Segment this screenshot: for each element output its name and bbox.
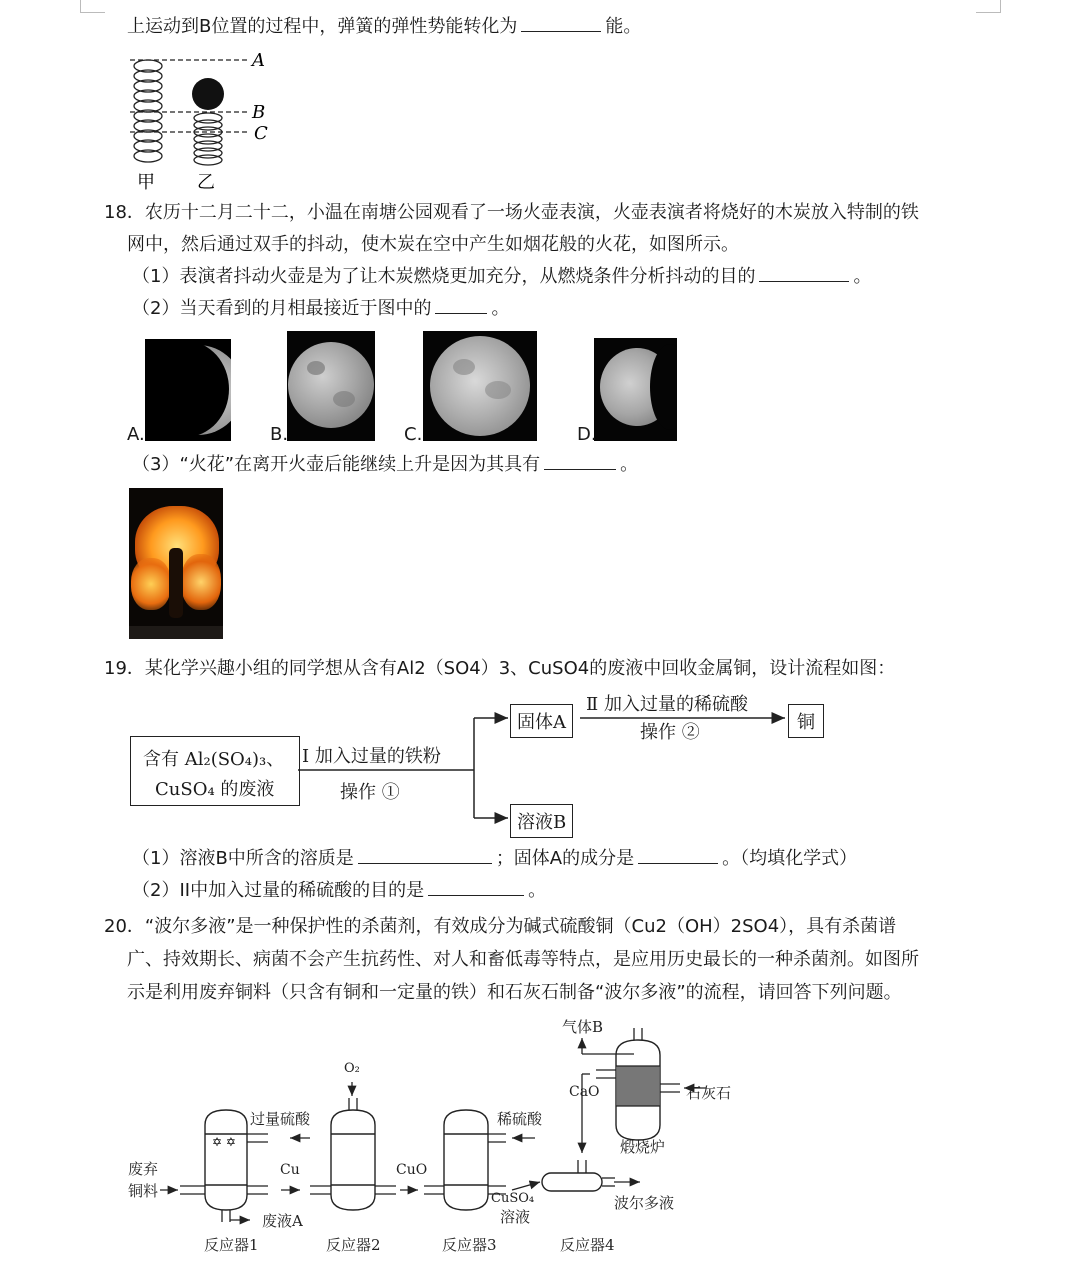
stir-icon: ✡ ✡ [212,1135,236,1149]
q19-sub1-text: （1）溶液B中所含的溶质是 [132,848,354,869]
label-dilute-acid: 稀硫酸 [497,1110,543,1128]
furnace-fill [617,1066,659,1106]
arrow-cuso4 [512,1182,540,1190]
label-cao: CaO [569,1084,600,1100]
q19-sub1-end: 。（均填化学式） [722,848,858,869]
label-yi: 乙 [197,172,215,193]
reactor1-vessel [205,1110,247,1210]
flow-step2-label: Ⅱ 加入过量的稀硫酸 [586,694,748,715]
label-reactor3: 反应器3 [442,1236,497,1254]
flow-start-line1: 含有 Al₂(SO₄)₃、 [143,749,285,770]
q18-sub3-end: 。 [620,454,639,475]
q18-sub2-text: （2）当天看到的月相最接近于图中的 [132,298,432,319]
q18-sub2-end: 。 [491,298,510,319]
q18-sub3-text: （3）“火花”在离开火壶后能继续上升是因为其具有 [132,454,541,475]
q17-end: 能。 [605,16,642,37]
label-b: B [252,102,266,123]
q20-line3: 示是利用废弃铜料（只含有铜和一定量的铁）和石灰石制备“波尔多液”的流程，请回答下列问题。 [127,982,902,1003]
flow-op1-label: 操作 ① [340,782,400,803]
label-cuso4-2: 溶液 [500,1208,531,1226]
q17-text: 上运动到B位置的过程中，弹簧的弹性势能转化为 [127,16,518,37]
label-c: C [254,123,268,144]
flow-solution-b-box: 溶液B [510,804,573,838]
q19-sub1-blank1[interactable] [358,849,492,864]
label-reactor4: 反应器4 [560,1236,615,1254]
label-furnace: 煅烧炉 [620,1138,666,1156]
label-jia: 甲 [137,172,155,193]
label-limestone: 石灰石 [686,1084,732,1102]
label-o2: O₂ [344,1061,360,1076]
q18-sub1-text: （1）表演者抖动火壶是为了让木炭燃烧更加充分，从燃烧条件分析抖动的目的 [132,266,756,287]
reactor2-vessel [331,1110,375,1210]
q19-sub1 [132,848,857,870]
label-excess-acid: 过量硫酸 [250,1110,311,1128]
q18-sub1-end: 。 [853,266,872,287]
reactor3-vessel [444,1110,488,1210]
label-cuo: CuO [396,1162,428,1178]
bordeaux-process-diagram [0,1010,1080,1270]
label-waste-a: 废液A [262,1212,303,1230]
label-bordeaux: 波尔多液 [614,1194,675,1212]
label-gas-b: 气体B [562,1018,604,1036]
flow-op2-label: 操作 ② [640,722,700,743]
q19-sub2 [132,880,546,902]
q18-line2: 网中，然后通过双手的抖动，使木炭在空中产生如烟花般的火花，如图所示。 [127,234,739,255]
q19-sub1-mid: ；固体A的成分是 [495,848,635,869]
q19-sub2-blank[interactable] [428,881,524,896]
flow-solid-a-box: 固体A [510,704,573,738]
q20-line2: 广、持效期长、病菌不会产生抗药性、对人和畜低毒等特点，是应用历史最长的一种杀菌剂。如图所 [127,949,919,970]
label-reactor1: 反应器1 [204,1236,259,1254]
q19-sub2-end: 。 [528,880,547,901]
label-reactor2: 反应器2 [326,1236,381,1254]
q20-line1: 20．“波尔多液”是一种保护性的杀菌剂，有效成分为碱式硫酸铜（Cu2（OH）2SO4），具有杀菌谱 [104,916,897,937]
option-a-label: A. [127,424,145,445]
option-d-label: D. [577,424,597,445]
label-a: A [252,50,265,71]
q19-sub2-text: （2）II中加入过量的稀硫酸的目的是 [132,880,425,901]
q18-line1: 18．农历十二月二十二，小温在南塘公园观看了一场火壶表演，火壶表演者将烧好的木炭放入特制的铁 [104,202,919,223]
option-b-label: B. [270,424,289,445]
flow-copper-box: 铜 [788,704,824,738]
flow-step1-label: Ⅰ 加入过量的铁粉 [302,746,441,767]
label-waste-copper-1: 废弃 [128,1160,159,1178]
q19-sub1-blank2[interactable] [638,849,718,864]
flow-start-line2: CuSO₄ 的废液 [155,779,275,800]
label-waste-copper-2: 铜料 [128,1182,159,1200]
q19-line1: 19．某化学兴趣小组的同学想从含有Al2（SO4）3、CuSO4的废液中回收金属铜，设计流程如图： [104,658,896,679]
reactor4-vessel [542,1173,602,1191]
option-c-label: C. [404,424,423,445]
label-cuso4-1: CuSO₄ [491,1191,535,1206]
label-cu: Cu [280,1162,300,1178]
